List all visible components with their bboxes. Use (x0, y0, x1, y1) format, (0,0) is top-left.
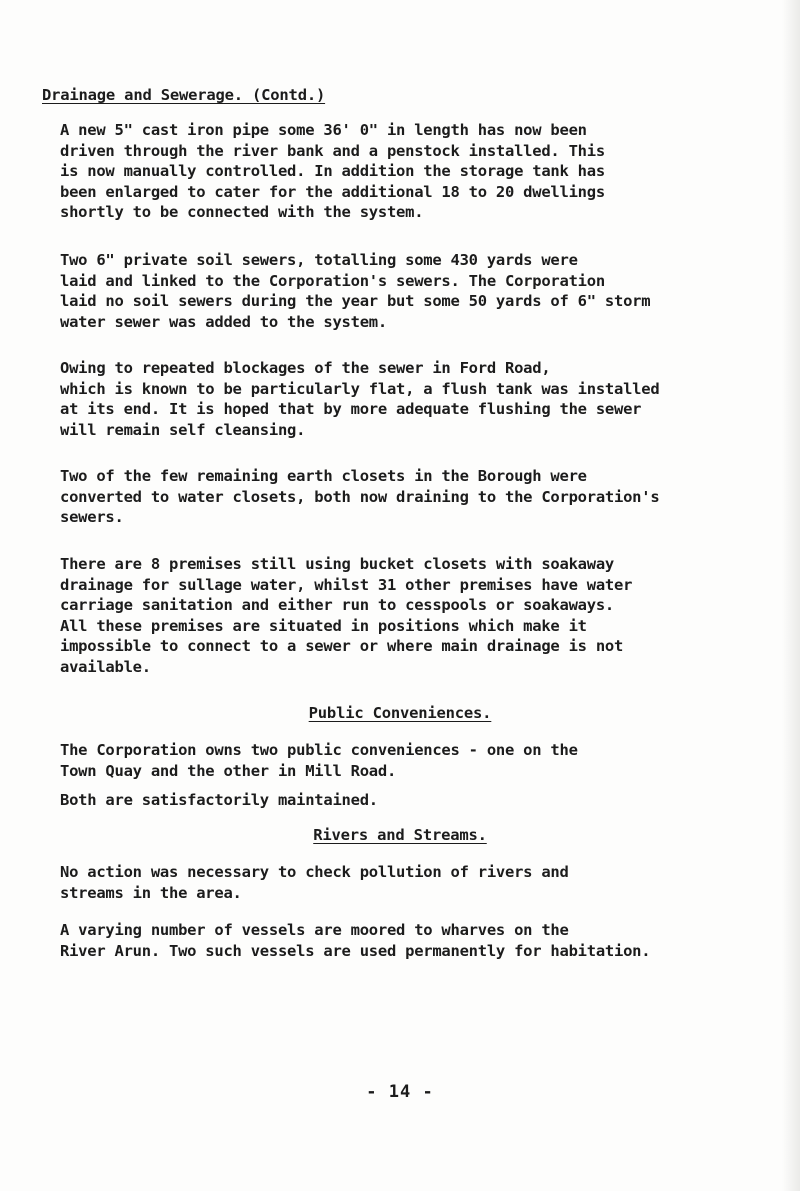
paragraph-ford-road: Owing to repeated blockages of the sewer in Ford Road, which is known to be particularly flat, a flush tank was installed at its end. It is hoped that by more adequate flushing the sewer will remain self cleansing. (60, 359, 660, 439)
paragraph-penstock: A new 5" cast iron pipe some 36' 0" in length has now been driven through the river bank and a penstock installed. This is now manually controlled. In addition the storage tank has been enlarged to cater for the additional 18 to 20 dwellings shortly to be connected with the system. (60, 121, 605, 222)
paragraph-conveniences-maintained: Both are satisfactorily maintained. (60, 791, 378, 809)
paragraph-vessels: A varying number of vessels are moored to wharves on the River Arun. Two such vessels are used permanently for habitation. (60, 921, 651, 960)
page-number: - 14 - (366, 1082, 434, 1102)
section-heading-public-conveniences: Public Conveniences. (308, 704, 492, 722)
page-edge-shadow (782, 0, 800, 1191)
paragraph-bucket-closets: There are 8 premises still using bucket closets with soakaway drainage for sullage water, whilst 31 other premises have water carriage sanitation and either run to cesspools or soakaways. All these premises are situated in positions which make it impossible to connect to a sewer or where main drainage is not available. (60, 555, 633, 676)
section-heading-drainage: Drainage and Sewerage. (Contd.) (42, 86, 326, 104)
paragraph-soil-sewers: Two 6" private soil sewers, totalling some 430 yards were laid and linked to the Corporation's sewers. The Corporation laid no soil sewers during the year but some 50 yards of 6" storm water sewer was added to the system. (60, 251, 651, 331)
paragraph-pollution: No action was necessary to check pollution of rivers and streams in the area. (60, 863, 569, 902)
paragraph-earth-closets: Two of the few remaining earth closets in the Borough were converted to water closets, both now draining to the Corporation's sewers. (60, 467, 660, 527)
paragraph-conveniences-owned: The Corporation owns two public conveniences - one on the Town Quay and the other in Mill Road. (60, 741, 578, 780)
section-heading-rivers-streams: Rivers and Streams. (313, 826, 487, 844)
